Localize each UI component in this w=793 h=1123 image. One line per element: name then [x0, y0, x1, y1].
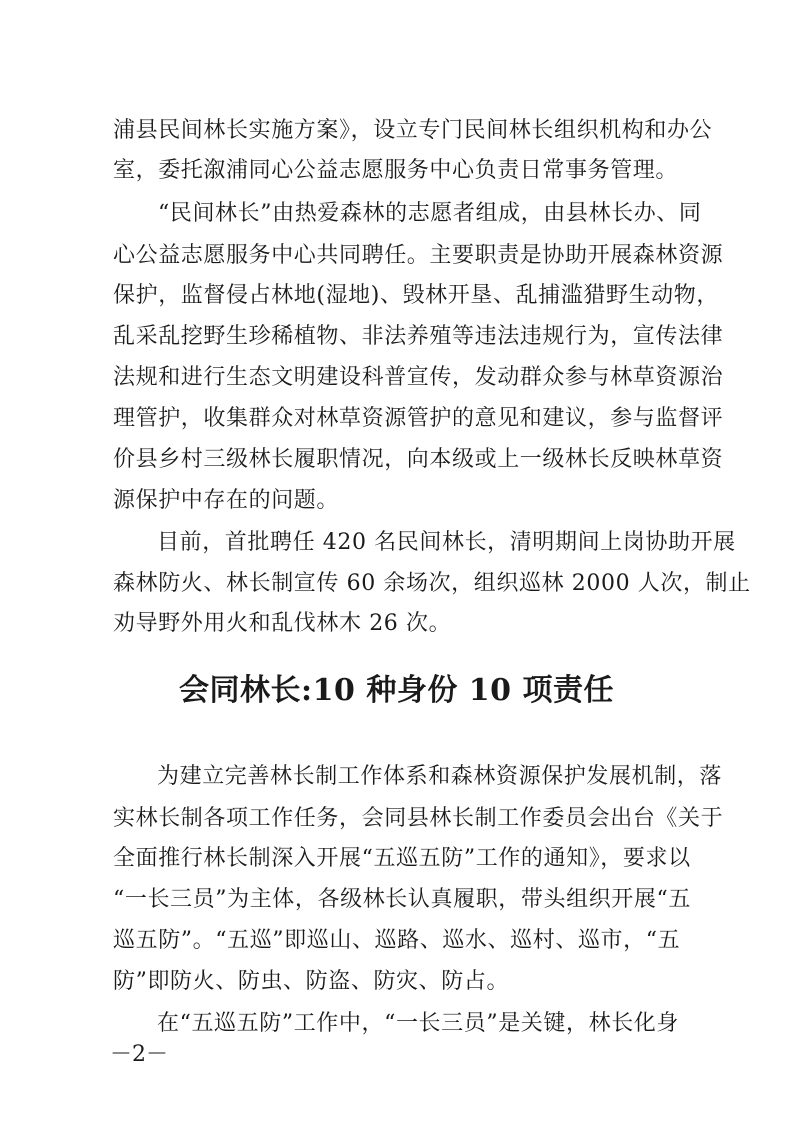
- paragraph3-line: 劝导野外用火和乱伐林木 26 次。: [113, 611, 452, 636]
- paragraph3-line: 森林防火、林长制宣传 60 余场次，组织巡林 2000 人次，制止: [113, 571, 751, 596]
- paragraph4-line: 巡五防”。“五巡”即巡山、巡路、巡水、巡村、巡市，“五: [113, 928, 681, 953]
- paragraph4-line: 全面推行林长制深入开展“五巡五防”工作的通知》，要求以: [113, 846, 691, 871]
- paragraph2-line: “民间林长”由热爱森林的志愿者组成，由县林长办、同: [158, 201, 702, 226]
- paragraph5-line: 在“五巡五防”工作中，“一长三员”是关键，林长化身: [157, 1011, 679, 1036]
- paragraph2-line: 价县乡村三级林长履职情况，向本级或上一级林长反映林草资: [113, 447, 724, 472]
- paragraph4-line: 为建立完善林长制工作体系和森林资源保护发展机制，落: [157, 764, 723, 789]
- paragraph2-line: 理管护，收集群众对林草资源管护的意见和建议，参与监督评: [113, 406, 724, 431]
- section-heading: 会同林长:10 种身份 10 项责任: [179, 673, 614, 708]
- paragraph2-line: 保护，监督侵占林地(湿地)、毁林开垦、乱捕滥猎野生动物，: [113, 283, 719, 308]
- paragraph2-line: 心公益志愿服务中心共同聘任。主要职责是协助开展森林资源: [113, 243, 724, 268]
- paragraph4-line: 防”即防火、防虫、防盗、防灾、防占。: [113, 969, 510, 994]
- paragraph4-line: “一长三员”为主体，各级林长认真履职，带头组织开展“五: [113, 887, 691, 912]
- paragraph4-line: 实林长制各项工作任务，会同县林长制工作委员会出台《关于: [113, 806, 724, 831]
- paragraph2-line: 法规和进行生态文明建设科普宣传，发动群众参与林草资源治: [113, 365, 724, 390]
- paragraph1-line: 室，委托溆浦同心公益志愿服务中心负责日常事务管理。: [113, 158, 679, 183]
- paragraph2-line: 乱采乱挖野生珍稀植物、非法养殖等违法违规行为，宣传法律: [113, 324, 724, 349]
- page-number: －2－: [110, 1042, 168, 1067]
- paragraph3-line: 目前，首批聘任 420 名民间林长，清明期间上岗协助开展: [157, 530, 736, 555]
- paragraph1-line: 浦县民间林长实施方案》，设立专门民间林长组织机构和办公: [113, 118, 713, 143]
- paragraph2-line: 源保护中存在的问题。: [113, 488, 340, 513]
